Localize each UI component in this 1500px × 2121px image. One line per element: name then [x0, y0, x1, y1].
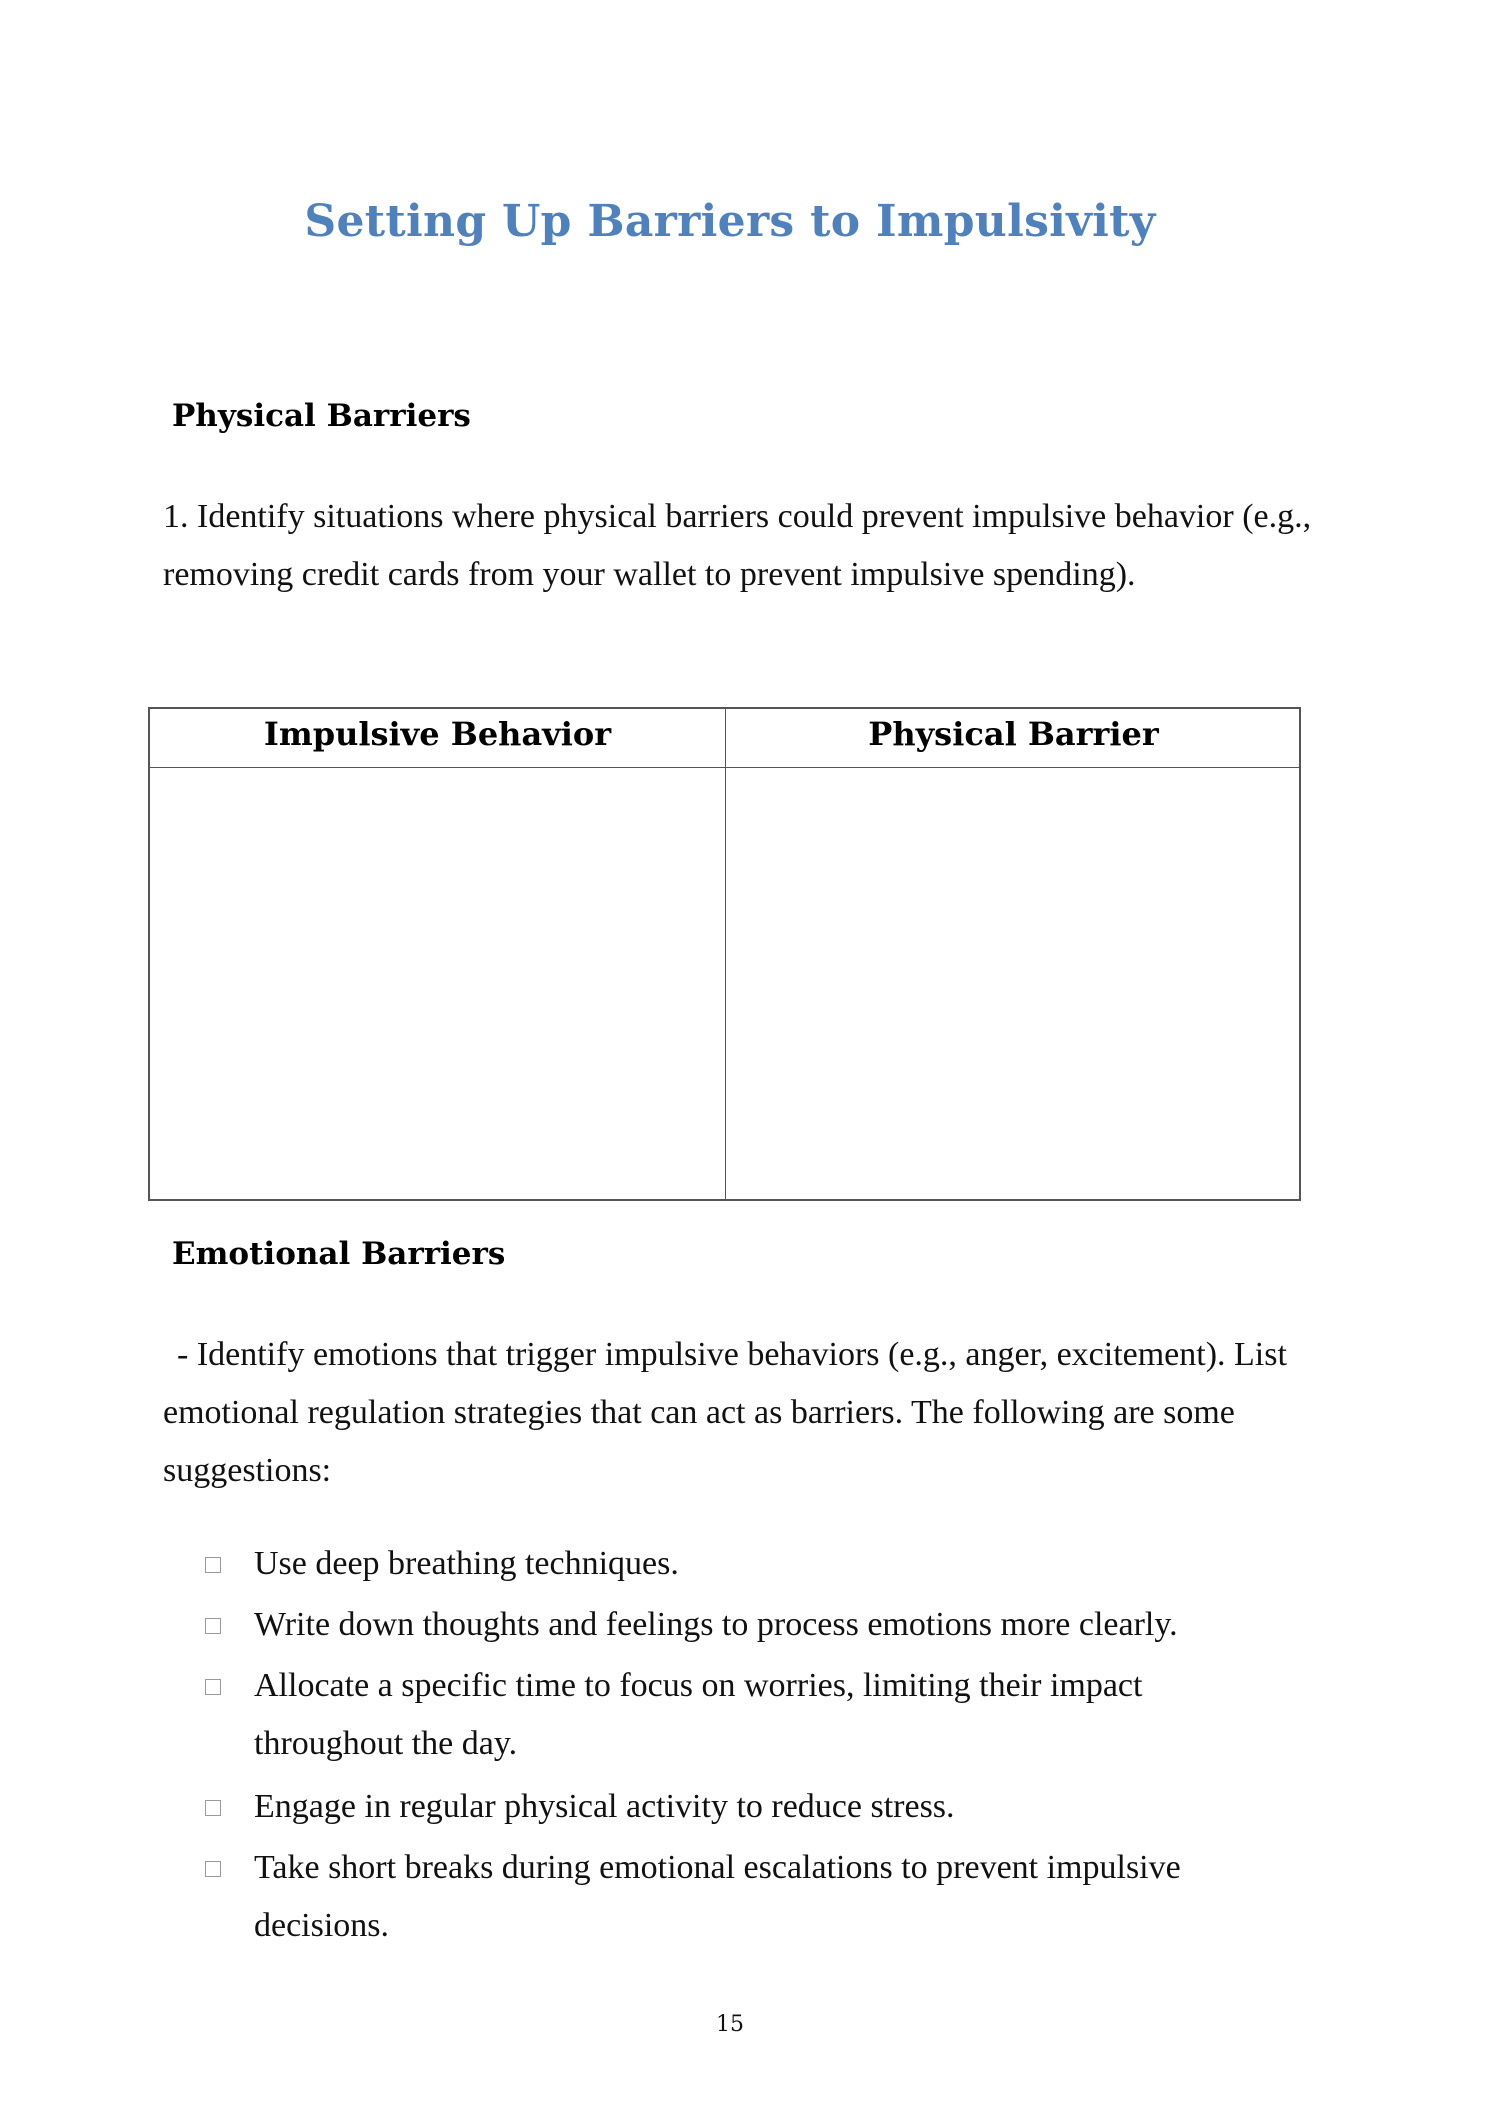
suggestion-text: Allocate a specific time to focus on worries, limiting their impact throughout the day. [254, 1667, 1143, 1762]
suggestion-item [205, 1839, 1314, 1955]
table-header-physical-barrier: Physical Barrier [868, 715, 1159, 753]
suggestion-item [205, 1535, 1314, 1593]
suggestion-item [205, 1778, 1314, 1836]
empty-checkbox-icon[interactable] [205, 1861, 221, 1877]
page-number: 15 [716, 2012, 744, 2037]
suggestion-text: Use deep breathing techniques. [254, 1545, 679, 1582]
empty-checkbox-icon[interactable] [205, 1800, 221, 1816]
empty-checkbox-icon[interactable] [205, 1679, 221, 1695]
suggestion-item [205, 1596, 1314, 1654]
suggestion-text: Take short breaks during emotional escalations to prevent impulsive decisions. [254, 1849, 1181, 1944]
suggestion-text: Write down thoughts and feelings to process emotions more clearly. [254, 1606, 1178, 1643]
suggestion-text: Engage in regular physical activity to reduce stress. [254, 1788, 955, 1825]
suggestion-item [205, 1657, 1234, 1773]
physical-barriers-table [148, 707, 1301, 1201]
empty-checkbox-icon[interactable] [205, 1557, 221, 1573]
table-column-divider [725, 709, 726, 1199]
table-cell-impulsive-behavior[interactable] [150, 769, 725, 1199]
emotional-barriers-heading: Emotional Barriers [172, 1236, 506, 1272]
table-cell-physical-barrier[interactable] [727, 769, 1300, 1199]
physical-barriers-instruction: 1. Identify situations where physical barriers could prevent impulsive behavior (e.g., removing credit cards from your wallet to prevent impulsive spending). [163, 498, 1312, 593]
page-title: Setting Up Barriers to Impulsivity [304, 196, 1156, 247]
table-header-impulsive-behavior: Impulsive Behavior [263, 715, 612, 753]
physical-barriers-heading: Physical Barriers [172, 398, 471, 434]
emotional-barriers-instruction: - Identify emotions that trigger impulsive behaviors (e.g., anger, excitement). List emotional regulation strategies that can act as barriers. The following are some suggestions: [163, 1336, 1287, 1489]
empty-checkbox-icon[interactable] [205, 1618, 221, 1634]
